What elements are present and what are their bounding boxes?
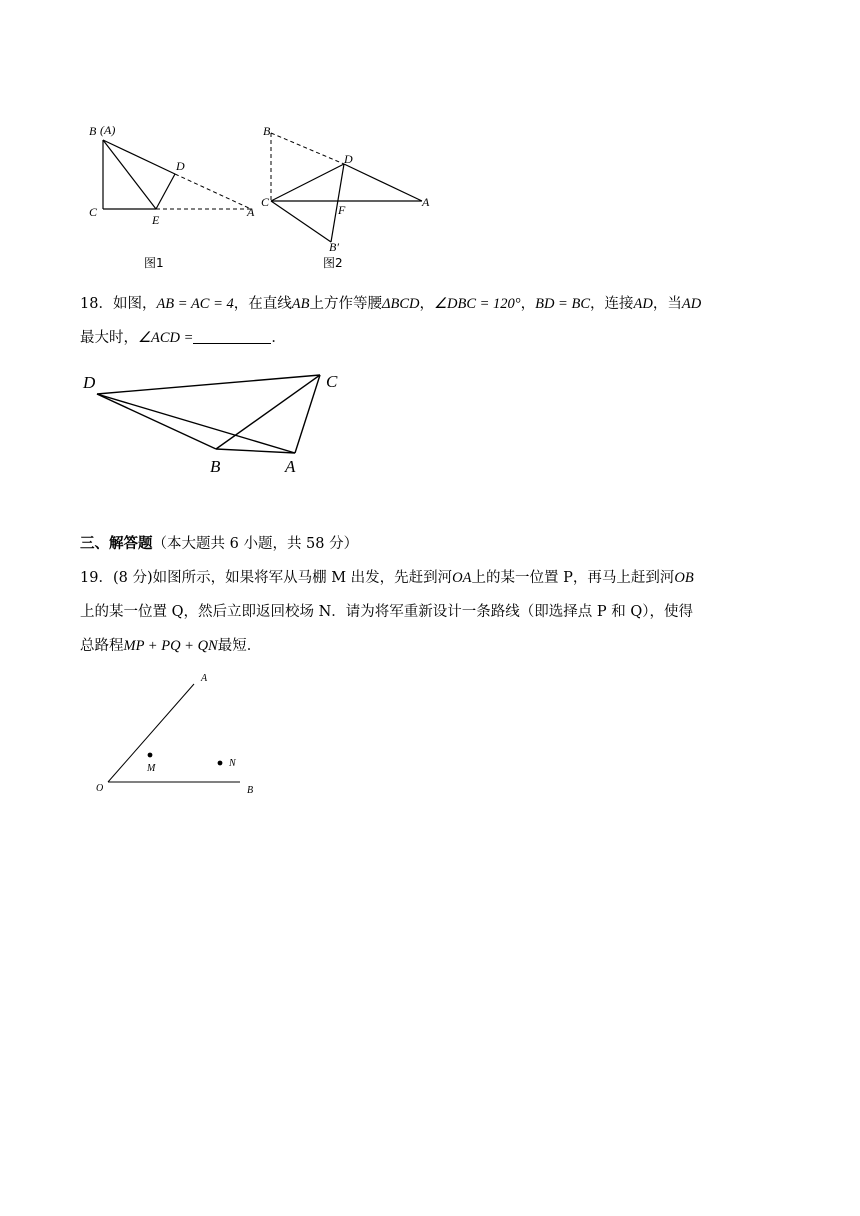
label-d: D [83,373,96,392]
segment-da [344,164,422,201]
point-m [148,753,153,758]
segment-be [103,140,156,209]
label-c: C [326,372,338,391]
segment-cd [271,164,344,201]
q19-line3: 总路程MP + PQ + QN最短． [80,638,262,654]
segment-ca [295,375,320,453]
label-a: A [422,195,430,209]
point-n [218,761,223,766]
dashed-bd [271,133,344,164]
answer-blank [193,329,271,344]
label-o: O [96,783,104,794]
q19-line2: 上的某一位置 Q，然后立即返回校场 N．请为将军重新设计一条路线（即选择点 P 和 Q），使得 [80,604,694,620]
label-a: A [201,673,208,684]
segment-da [97,394,295,453]
q18-number: 18． [80,296,113,312]
segment-db [97,394,216,449]
label-m: M [147,763,156,774]
segment-cbp [271,201,331,242]
q18-line2: 最大时，∠ACD = ． [80,330,286,346]
label-f: F [338,203,346,217]
section-3-heading [80,533,358,555]
label-c: C [89,205,98,219]
label-e: E [152,213,160,227]
segment-cb [216,375,320,449]
label-c: C [261,195,270,209]
label-b: B [89,124,97,138]
q19-line1: 19．(8 分)如图所示，如果将军从马棚 M 出发，先赶到河OA上的某一位置 P，再马上赶到河OB [80,570,694,586]
label-a-paren: (A) [100,123,116,137]
q18-math-1: AB = AC = 4 [156,296,234,312]
label-a: A [285,457,296,476]
q18-line1: 18．如图，AB = AC = 4，在直线AB上方作等腰ΔBCD，∠DBC = 120°，BD = BC，连接AD，当AD [80,296,702,312]
section-note: （本大题共 6 小题，共 58 分） [152,536,359,552]
q19-number: 19． [80,570,113,586]
label-b: B [247,785,254,796]
label-b: B [263,124,271,138]
label-d: D [344,152,353,166]
figure-q19 [90,670,270,800]
figure-1 [80,118,270,273]
label-d: D [176,159,185,173]
label-bprime: B′ [329,240,339,254]
label-b: B [210,457,221,476]
caption-fig2: 图2 [323,256,343,270]
figure-q18 [80,365,350,480]
dashed-da [175,174,251,209]
label-n: N [229,758,236,769]
figure-2 [255,118,445,273]
segment-bd [103,140,175,174]
segment-de [156,174,175,209]
segment-dc [97,375,320,394]
section-title: 三、解答题 [80,535,153,552]
caption-fig1: 图1 [144,256,164,270]
label-a: A [247,205,255,219]
